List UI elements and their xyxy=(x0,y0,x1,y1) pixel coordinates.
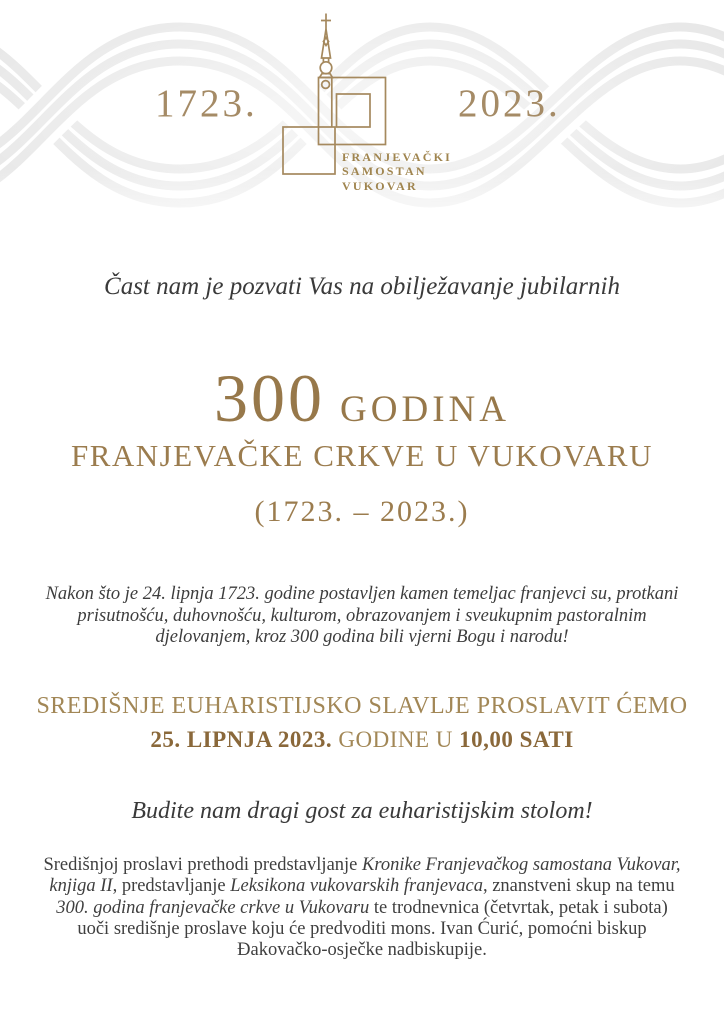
offset-square-outline xyxy=(283,127,335,174)
guest-line: Budite nam dragi gost za euharistijskim stolom! xyxy=(131,798,593,824)
history-paragraph: Nakon što je 24. lipnja 1723. godine postavljen kamen temeljac franjevci su, protkani prisutnošću, duhovnošću, kulturom, obrazovanjem i sveukupnim pastoralnim djelovanjem, kroz 300 godina bili vjerni Bogu i narodu! xyxy=(45,584,679,647)
logo-wordmark-line1: FRANJEVAČKI xyxy=(342,150,452,164)
title-church-line: FRANJEVAČKE CRKVE U VUKOVARU xyxy=(70,438,653,473)
intro-line: Čast nam je pozvati Vas na obilježavanje jubilarnih xyxy=(104,273,620,300)
details-paragraph xyxy=(40,855,684,961)
clock-circle-icon xyxy=(322,81,330,89)
event-announcement-line: SREDIŠNJE EUHARISTIJSKO SLAVLJE PROSLAVIT ĆEMO xyxy=(36,693,688,719)
logo-wordmark xyxy=(342,150,452,193)
dome-icon xyxy=(320,62,332,74)
title-word: GODINA xyxy=(340,389,510,430)
details-segment: Središnjoj proslavi prethodi predstavljanje xyxy=(43,855,362,875)
event-date: 25. LIPNJA 2023. xyxy=(150,727,333,752)
details-segment: , predstavljanje xyxy=(112,876,231,897)
title-years-line: (1723. – 2023.) xyxy=(254,495,470,528)
event-time: 10,00 SATI xyxy=(459,727,574,752)
year-right: 2023. xyxy=(458,82,561,125)
details-segment: Leksikona vukovarskih franjevaca xyxy=(230,876,483,897)
event-middle: GODINE U xyxy=(338,727,453,752)
event-datetime-line xyxy=(0,727,724,752)
spire-icon xyxy=(322,29,331,58)
inner-square-outline xyxy=(337,94,371,127)
details-segment: Kronike Franjevačkog samostana Vukovar, knjiga II xyxy=(49,855,681,897)
anniversary-title xyxy=(0,360,724,436)
year-left: 1723. xyxy=(155,82,258,125)
cross-icon xyxy=(321,14,331,30)
details-segment: , znanstveni skup na temu xyxy=(482,876,675,897)
details-segment: te trodnevnica (četvrtak, petak i subota) uoči središnje proslave koju će predvoditi mons. Ivan Ćurić, pomoćni biskup Đakovačko-osječke nadbiskupije. xyxy=(77,897,668,961)
logo-wordmark-line2: SAMOSTAN xyxy=(342,164,427,179)
details-segment: 300. godina franjevačke crkve u Vukovaru xyxy=(56,897,370,918)
logo-wordmark-line3: VUKOVAR xyxy=(342,178,418,193)
title-number: 300 xyxy=(214,360,326,436)
